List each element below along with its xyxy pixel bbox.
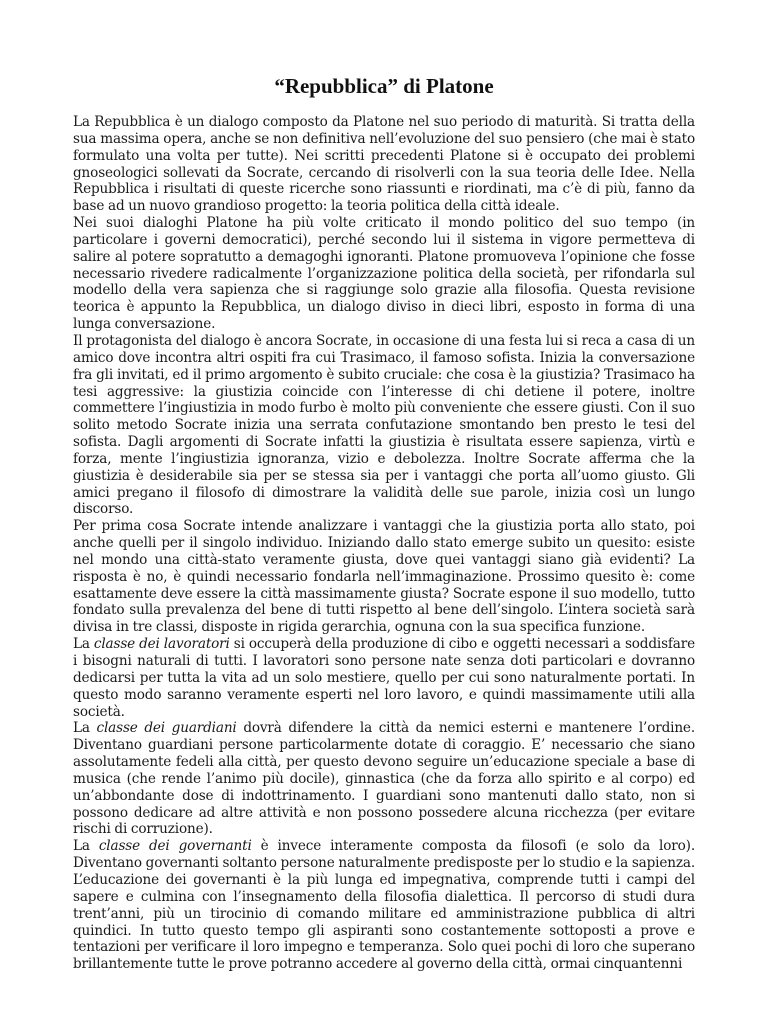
document-body	[73, 114, 695, 973]
paragraph-text: La Repubblica è un dialogo composto da Platone nel suo periodo di maturità. Si tratta della sua massima opera, anche se non definitiva nell’evoluzione del suo pensiero (che mai è stato formulato una volta per tutte). Nei scritti precedenti Platone si è occupato dei problemi gnoseologici sollevati da Socrate, cercando di risolverli con la sua teoria delle Idee. Nella Repubblica i risultati di queste ricerche sono riassunti e riordinati, ma c’è di più, fanno da base ad un nuovo grandioso progetto: la teoria politica della città ideale.	[73, 114, 695, 215]
paragraph-rulers	[73, 838, 695, 973]
class-name-guardians: classe dei guardiani	[96, 720, 237, 737]
paragraph-guardians	[73, 720, 695, 838]
paragraph-text: Nei suoi dialoghi Platone ha più volte criticato il mondo politico del suo tempo (in particolare i governi democratici), perché secondo lui il sistema in vigore permetteva di salire al potere sopratutto a demagoghi ignoranti. Platone promuoveva l’opinione che fosse necessario rivedere radicalmente l’organizzazione politica della società, per rifondarla sul modello della vera sapienza che si raggiunge solo grazie alla filosofia. Questa revisione teorica è appunto la Repubblica, un dialogo diviso in dieci libri, esposto in forma di una lunga conversazione.	[73, 215, 695, 333]
paragraph-text: Per prima cosa Socrate intende analizzare i vantaggi che la giustizia porta allo stato, poi anche quelli per il singolo individuo. Iniziando dallo stato emerge subito un quesito: esiste nel mondo una città-stato veramente giusta, dove quei vantaggi siano già evidenti? La risposta è no, è quindi necessario fondarla nell’immaginazione. Prossimo quesito è: come esattamente deve essere la città massimamente giusta? Socrate espone il suo modello, tutto fondato sulla prevalenza del bene di tutti rispetto al bene dell’singolo. L’intera società sarà divisa in tre classi, disposte in rigida gerarchia, ognuna con la sua specifica funzione.	[73, 518, 695, 636]
paragraph-intro	[73, 114, 695, 215]
paragraph-lead: La	[73, 838, 99, 855]
paragraph-lead: La	[73, 636, 94, 653]
page-title: “Repubblica” di Platone	[274, 74, 494, 98]
paragraph-text: Il protagonista del dialogo è ancora Socrate, in occasione di una festa lui si reca a casa di un amico dove incontra altri ospiti fra cui Trasimaco, il famoso sofista. Inizia la conversazione fra gli invitati, ed il primo argomento è subito cruciale: che cosa è la giustizia? Trasimaco ha tesi aggressive: la giustizia coincide con l’interesse di chi detiene il potere, inoltre commettere l’ingiustizia in modo furbo è molto più conveniente che essere giusti. Con il suo solito metodo Socrate inizia una serrata confutazione smontando ben presto le tesi del sofista. Dagli argomenti di Socrate infatti la giustizia è risultata essere sapienza, virtù e forza, mente l’ingiustizia ignoranza, vizio e debolezza. Inoltre Socrate afferma che la giustizia è desiderabile sia per se stessa sia per i vantaggi che porta all’uomo giusto. Gli amici pregano il filosofo di dimostrare la validità delle sue parole, inizia così un lungo discorso.	[73, 332, 695, 518]
class-name-workers: classe dei lavoratori	[93, 636, 230, 653]
paragraph-text: si occuperà della produzione di cibo e oggetti necessari a soddisfare i bisogni naturali di tutti. I lavoratori sono persone nate senza doti particolari e dovranno dedicarsi per tutta la vita ad un solo mestiere, quello per cui sono naturalmente portati. In questo modo saranno veramente esperti nel loro lavoro, e quindi massimamente utili alla società.	[73, 636, 696, 720]
paragraph-state	[73, 518, 695, 636]
paragraph-protagonist	[73, 333, 695, 518]
paragraph-text: dovrà difendere la città da nemici esterni e mantenere l’ordine. Diventano guardiani persone particolarmente dotate di coraggio. E’ necessario che siano assolutamente fedeli alla città, per questo devono seguire un’educazione speciale a base di musica (che rende l’animo più docile), ginnastica (che da forza allo spirito e al corpo) ed un’abbondante dose di indottrinamento. I guardiani sono mantenuti dallo stato, non si possono dedicare ad altre attività e non possono possedere alcuna ricchezza (per evitare rischi di corruzione).	[73, 720, 695, 838]
paragraph-lead: La	[73, 720, 97, 737]
class-name-rulers: classe dei governanti	[98, 838, 252, 855]
paragraph-critique	[73, 215, 695, 333]
paragraph-text: è invece interamente composta da filosofi (e solo da loro). Diventano governanti soltanto persone naturalmente predisposte per lo studio e la sapienza. L’educazione dei governanti è la più lunga ed impegnativa, comprende tutti i campi del sapere e culmina con l’insegnamento della filosofia dialettica. Il percorso di studi dura trent’anni, più un tirocinio di comando militare ed amministrazione pubblica di altri quindici. In tutto questo tempo gli aspiranti sono costantemente sottoposti a prove e tentazioni per verificare il loro impegno e temperanza. Solo quei pochi di loro che superano brillantemente tutte le prove potranno accedere al governo della città, ormai cinquantenni	[73, 838, 696, 973]
paragraph-workers	[73, 636, 695, 720]
